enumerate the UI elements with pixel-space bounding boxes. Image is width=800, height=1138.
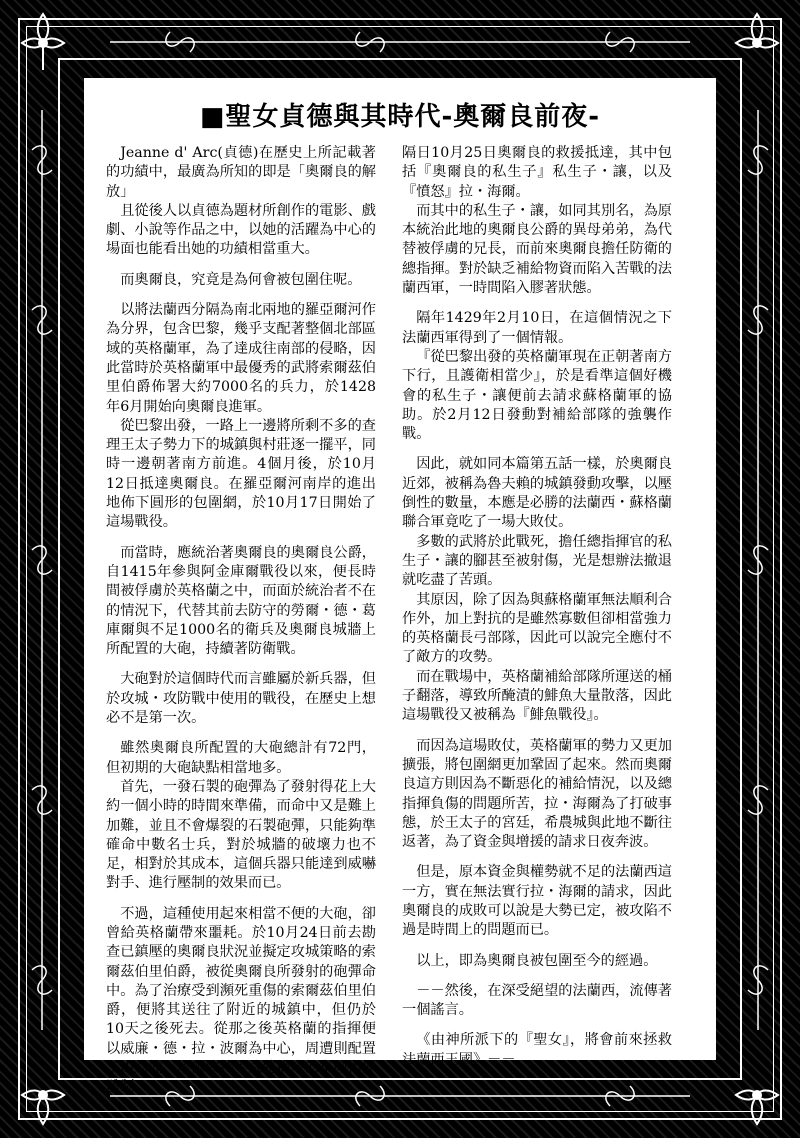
scroll-ornament-top [110, 28, 690, 56]
fleur-de-lis-corner-icon [722, 1060, 792, 1130]
paragraph: 《由神所派下的『聖女』，將會前來拯救法蘭西王國》－－。 [402, 1032, 672, 1068]
paragraph: 不過，這種使用起來相當不便的大砲，卻曾給英格蘭帶來噩耗。於10月24日前去勘查已鎮壓的奧爾良狀況並擬定攻城策略的索爾茲伯里伯爵，被從奧爾良所發射的砲彈命中。為了治療受到瀕死重傷的索爾茲伯里伯爵，便將其送往了附近的城鎮中，但仍於10天之後死去。從那之後英格蘭的指揮便以威廉・德・拉・波爾為中心，周遭則配置了由約翰・塔爾波特等武將構成的集團指揮體制。 [106, 905, 376, 1096]
paragraph: 以上，即為奧爾良被包圍至今的經過。 [416, 952, 658, 969]
paragraph: 首先，一發石製的砲彈為了發射得花上大約一個小時的時間來準備，而命中又是難上加難，並且不會爆裂的石製砲彈，只能夠準確命中數名士兵，對於城牆的破壞力也不足，相對於其成本，這個兵器只能達到威嚇對手、進行壓制的效果而已。 [106, 778, 376, 892]
scroll-ornament-right [744, 110, 772, 1030]
scroll-ornament-left [28, 110, 56, 1030]
paragraph: 而其中的私生子・讓，如同其別名，為原本統治此地的奧爾良公爵的異母弟弟，為代替被俘虜的兄長，而前來奧爾良擔任防衛的總指揮。對於缺乏補給物資而陷入苦戰的法蘭西軍，一時間陷入膠著狀態。 [402, 202, 672, 297]
paragraph: －－然後，在深受絕望的法蘭西，流傳著一個謠言。 [402, 982, 672, 1019]
paragraph: 而奧爾良，究竟是為何會被包圍住呢。 [120, 271, 362, 288]
paragraph: 而在戰場中，英格蘭補給部隊所運送的桶子翻落，導致所醃漬的鯡魚大量散落，因此這場戰役又被稱為『鯡魚戰役』。 [402, 668, 672, 724]
paragraph: 大砲對於這個時代而言雖屬於新兵器，但於攻城・攻防戰中使用的戰役，在歷史上想必不是第一次。 [106, 671, 376, 727]
paragraph: 而當時，應統治著奧爾良的奧爾良公爵，自1415年參與阿金庫爾戰役以來，便長時間被俘虜於英格蘭之中，而面於統治者不在的情況下，代替其前去防守的勞爾・德・葛庫爾與不足1000名的衛兵及奧爾良城牆上所配置的大砲，持續著防衛戰。 [106, 544, 376, 658]
paragraph: 以將法蘭西分隔為南北兩地的羅亞爾河作為分界，包含巴黎，幾乎支配著整個北部區域的英格蘭軍，為了達成往南部的侵略，因此當時於英格蘭軍中最優秀的武將索爾茲伯里伯爵佈署大約7000名的兵力，於1428年6月開始向奧爾良進軍。 [106, 302, 376, 415]
paragraph: 多數的武將於此戰死，擔任總指揮官的私生子・讓的腳甚至被射傷，光是想辦法撤退就吃盡了苦頭。 [402, 533, 672, 589]
paragraph: 但是，原本資金與權勢就不足的法蘭西這一方，實在無法實行拉・海爾的請求，因此奧爾良的成敗可以說是大勢已定，被攻陷不過是時間上的問題而已。 [402, 864, 672, 939]
fleur-de-lis-corner-icon [722, 8, 792, 78]
paragraph: 隔年1429年2月10日，在這個情況之下法蘭西軍得到了一個情報。 [402, 310, 672, 346]
paragraph: Jeanne d' Arc(貞德)在歷史上所記載著的功績中，最廣為所知的即是「奧爾良的解放」 [106, 145, 376, 200]
paragraph: 雖然奧爾良所配置的大砲總計有72門，但初期的大砲缺點相當地多。 [106, 740, 376, 776]
paragraph: 其原因，除了因為與蘇格蘭軍無法順利合作外，加上對抗的是雖然寡數但卻相當強力的英格蘭長弓部隊，因此可以說完全應付不了敵方的攻勢。 [402, 591, 672, 666]
left-column [106, 144, 376, 1109]
page-title: ■聖女貞德與其時代-奧爾良前夜- [199, 102, 601, 132]
paragraph: 因此，就如同本篇第五話一樣，於奧爾良近郊，被稱為魯夫賴的城鎮發動攻擊，以壓倒性的數量，本應是必勝的法蘭西・蘇格蘭聯合軍竟吃了一場大敗仗。 [402, 456, 672, 531]
right-column [402, 144, 672, 1081]
paragraph: 且從後人以貞德為題材所創作的電影、戲劇、小說等作品之中，以她的活躍為中心的場面也能看出她的功績相當重大。 [106, 202, 376, 258]
fleur-de-lis-corner-icon [8, 8, 78, 78]
paragraph: 隔日10月25日奧爾良的救援抵達，其中包括『奧爾良的私生子』私生子・讓，以及『憤怒』拉・海爾。 [402, 145, 672, 200]
fleur-de-lis-corner-icon [8, 1060, 78, 1130]
text-page [84, 78, 716, 1096]
paragraph: 而因為這場敗仗，英格蘭軍的勢力又更加擴張，將包圍網更加鞏固了起來。然而奧爾良這方則因為不斷惡化的補給情況，以及總指揮負傷的問題所苦，拉・海爾為了打破事態，於王太子的宮廷，希農城與此地不斷往返著，為了資金與增援的請求日夜奔波。 [402, 737, 672, 851]
paragraph: 從巴黎出發，一路上一邊將所剩不多的查理王太子勢力下的城鎮與村莊逐一擺平，同時一邊朝著南方前進。4個月後，於10月12日抵達奧爾良。在羅亞爾河南岸的進出地佈下圓形的包圍網，於10月17日開始了這場戰役。 [106, 417, 376, 531]
paragraph: 『從巴黎出發的英格蘭軍現在正朝著南方下行，且護衛相當少』，於是看準這個好機會的私生子・讓便前去請求蘇格蘭軍的協助。於2月12日發動對補給部隊的強襲作戰。 [402, 348, 672, 443]
